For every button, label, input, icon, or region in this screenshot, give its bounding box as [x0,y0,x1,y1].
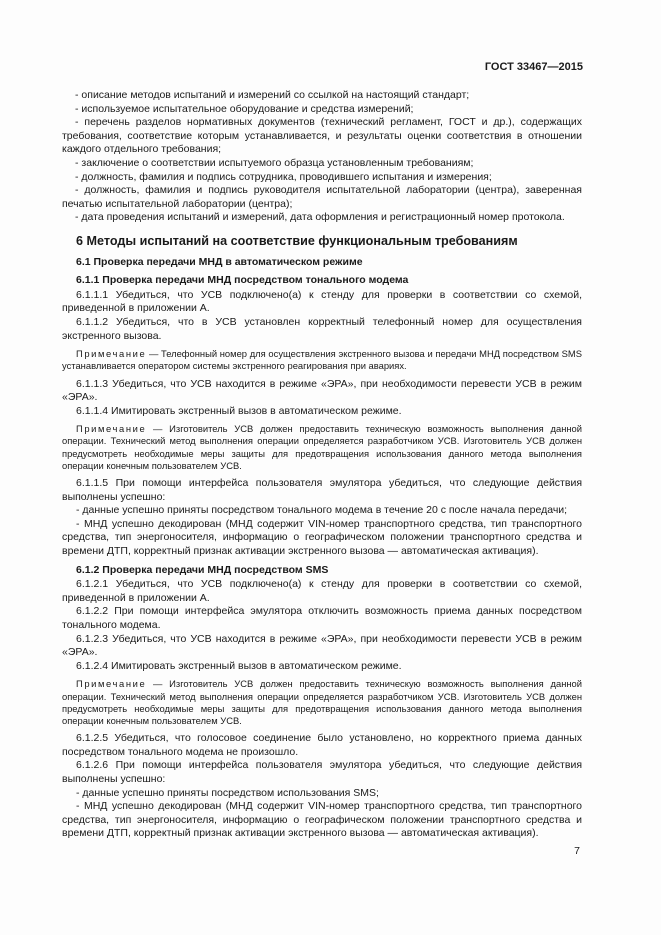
list-item: - данные успешно приняты посредством использования SMS; [76,786,379,799]
paragraph: 6.1.2.3 Убедиться, что УСВ находится в режиме «ЭРА», при необходимости перевести УСВ в режим «ЭРА». [62,632,582,659]
paragraph: 6.1.2.5 Убедиться, что голосовое соединение было установлено, но корректного приема данных посредством тонального модема не произошло. [62,732,582,758]
paragraph: 6.1.1.4 Имитировать экстренный вызов в автоматическом режиме. [76,404,402,417]
list-item: - должность, фамилия и подпись руководителя испытательной лаборатории (центра), заверенная печатью испытательной лаборатории (центра); [62,184,582,210]
note-label: Примечание [76,348,147,360]
list-item: - заключение о соответствии испытуемого образца установленным требованиям; [75,156,474,169]
clause-heading: 6.1.2 Проверка передачи МНД посредством SMS [76,563,329,576]
note [62,678,582,727]
clause-heading: 6.1.1 Проверка передачи МНД посредством тонального модема [76,274,409,287]
list-item: - должность, фамилия и подпись сотрудника, проводившего испытания и измерения; [75,170,492,183]
list-item: - МНД успешно декодирован (МНД содержит VIN-номер транспортного средства, тип транспортного средства, тип энергоносителя, информацию о географическом положении транспортного средства и времени ДТП, корректный признак активации экстренного вызова — автоматическая активация). [62,800,582,840]
note-label: Примечание [76,678,147,690]
list-item: - описание методов испытаний и измерений со ссылкой на настоящий стандарт; [75,89,470,101]
paragraph: 6.1.2.6 При помощи интерфейса пользователя эмулятора убедиться, что следующие действия выполнены успешно: [62,759,582,785]
paragraph: 6.1.2.4 Имитировать экстренный вызов в автоматическом режиме. [76,659,402,672]
subsection-heading: 6.1 Проверка передачи МНД в автоматическом режиме [76,255,363,268]
list-item: - данные успешно приняты посредством тонального модема в течение 20 с после начала передачи; [76,504,568,517]
section-heading: 6 Методы испытаний на соответствие функциональным требованиям [76,233,518,248]
paragraph: 6.1.1.1 Убедиться, что УСВ подключено(а) к стенду для проверки в соответствии со схемой, приведенной в приложении А. [62,288,582,315]
document-code-header: ГОСТ 33467—2015 [484,61,583,73]
list-item: - используемое испытательное оборудование и средства измерений; [75,102,414,115]
note-text: — Изготовитель УСВ должен предоставить техническую возможность выполнения данной операции. Технический метод выполнения операции определяется разработчиком УСВ. Изготовитель УСВ должен предусмотреть необходимые меры защиты для предотвращения использования данного метода выполнения операции конечным пользователем УСВ. [62,423,582,471]
paragraph: 6.1.1.3 Убедиться, что УСВ находится в режиме «ЭРА», при необходимости перевести УСВ в режим «ЭРА». [62,377,582,404]
paragraph: 6.1.2.2 При помощи интерфейса эмулятора отключить возможность приема данных посредством тонального модема. [62,605,582,632]
paragraph: 6.1.2.1 Убедиться, что УСВ подключено(а) к стенду для проверки в соответствии со схемой, приведенной в приложении А. [62,578,582,604]
page-number: 7 [574,845,580,857]
list-item: - перечень разделов нормативных документов (технический регламент, ГОСТ и др.), содержащих требования, соответствие которым устанавливается, и результаты оценки соответствия в отношении каждого отдельного требования; [62,116,582,156]
note-text: — Изготовитель УСВ должен предоставить техническую возможность выполнения данной операции. Технический метод выполнения операции определяется разработчиком УСВ. Изготовитель УСВ должен предусмотреть необходимые меры защиты для предотвращения использования данного метода выполнения операции конечным пользователем УСВ. [62,678,582,727]
list-item: - дата проведения испытаний и измерений, дата оформления и регистрационный номер протокола. [75,211,565,224]
note-label: Примечание [76,423,147,435]
note [62,423,582,472]
paragraph: 6.1.1.2 Убедиться, что в УСВ установлен корректный телефонный номер для осуществления экстренного вызова. [62,315,582,342]
document-body [62,89,582,841]
note-text: — Телефонный номер для осуществления экстренного вызова и передачи МНД посредством SMS устанавливается оператором системы экстренного реагирования при авариях. [62,348,582,372]
paragraph: 6.1.1.5 При помощи интерфейса пользователя эмулятора убедиться, что следующие действия выполнены успешно: [62,477,582,503]
note [62,348,582,372]
list-item: - МНД успешно декодирован (МНД содержит VIN-номер транспортного средства, тип транспортного средства, тип энергоносителя, информацию о географическом положении транспортного средства и времени ДТП, корректный признак активации экстренного вызова — автоматическая активация). [62,517,582,558]
